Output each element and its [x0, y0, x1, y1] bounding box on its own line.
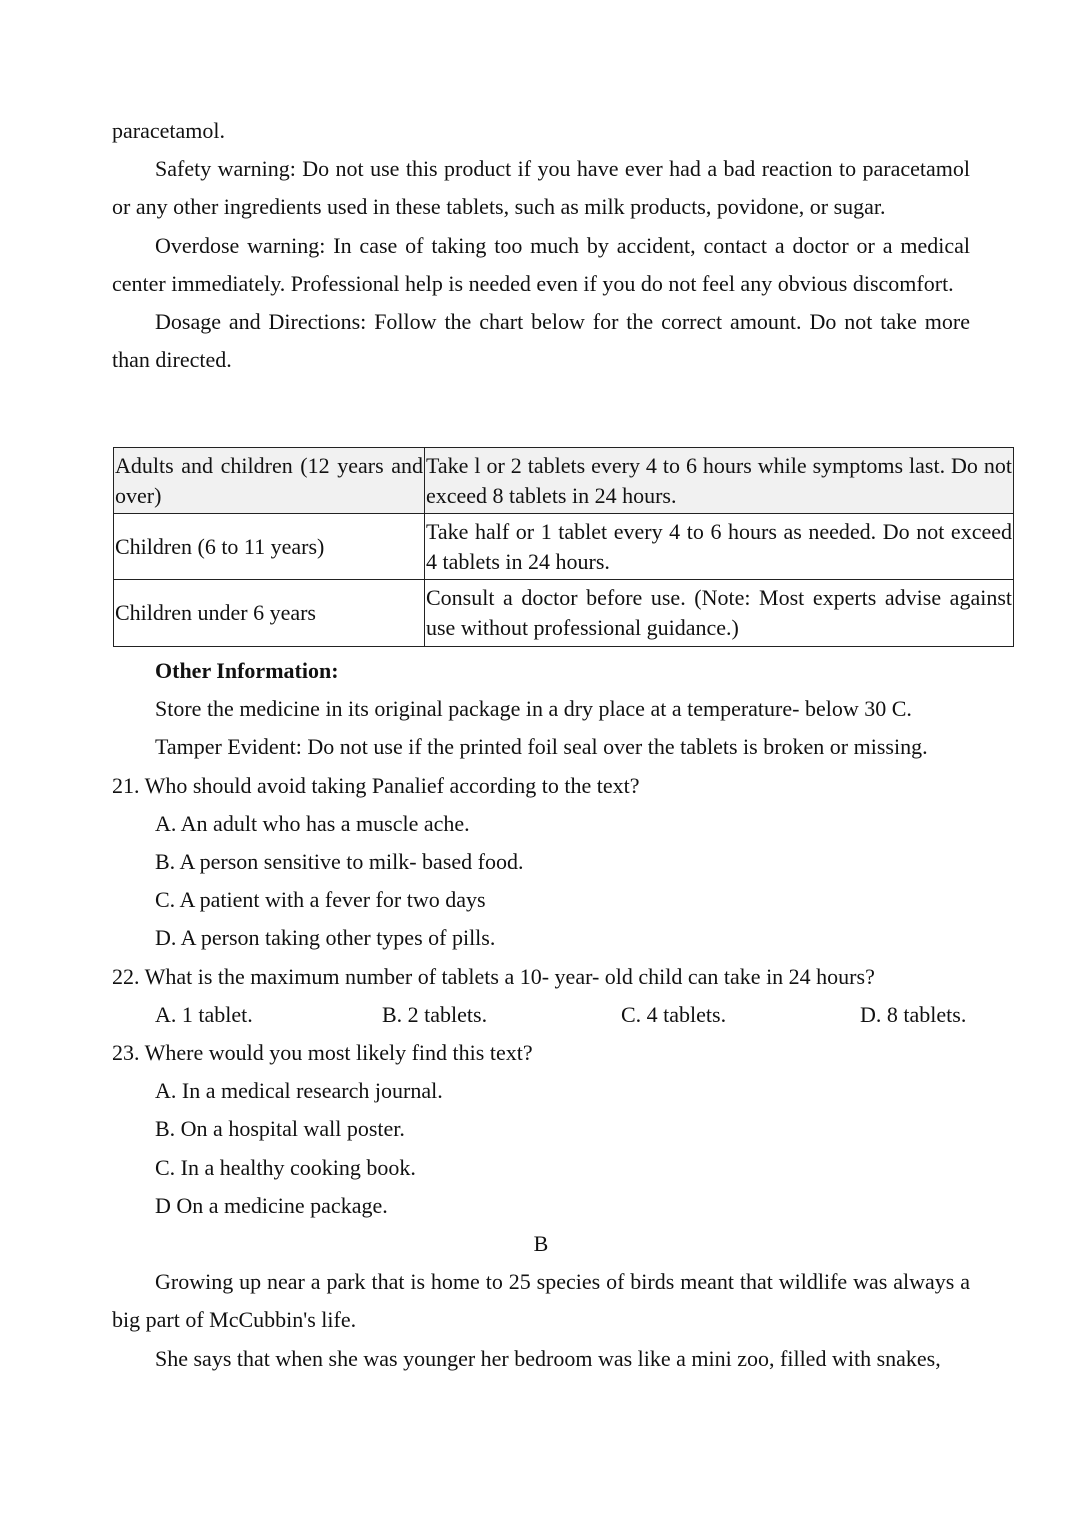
passage-a-top: [112, 112, 970, 379]
section-b-heading: B: [533, 1231, 549, 1257]
option-c: C. A patient with a fever for two days: [155, 887, 486, 913]
option-d: D. 8 tablets.: [860, 1001, 967, 1027]
dosage-table: [113, 447, 1014, 647]
option-d: D. A person taking other types of pills.: [155, 925, 496, 951]
overdose-warning: Overdose warning: In case of taking too much by accident, contact a doctor or a medical center immediately. Professional help is needed even if you do not feel any obvious discomfort.: [112, 232, 970, 296]
intro-fragment: paracetamol.: [112, 118, 225, 143]
table-row: [114, 448, 1014, 514]
table-row: [114, 580, 1014, 647]
option-c: C. 4 tablets.: [621, 1001, 727, 1027]
table-row: [114, 514, 1014, 580]
question-21: [112, 767, 970, 958]
other-info-heading: Other Information:: [155, 658, 339, 683]
instruction-cell: Consult a doctor before use. (Note: Most experts advise against use without professional guidance.): [425, 580, 1014, 647]
section-b-paragraph-2: She says that when she was younger her bedroom was like a mini zoo, filled with snakes,: [155, 1345, 941, 1371]
section-b-paragraph-1: Growing up near a park that is home to 25 species of birds meant that wildlife was always a big part of McCubbin's life.: [112, 1269, 970, 1333]
option-a: A. 1 tablet.: [155, 1001, 253, 1027]
instruction-cell: Take half or 1 tablet every 4 to 6 hours as needed. Do not exceed 4 tablets in 24 hours.: [425, 514, 1014, 580]
age-group-cell: Children (6 to 11 years): [114, 514, 425, 580]
option-a: A. An adult who has a muscle ache.: [155, 810, 470, 836]
question-22: [112, 958, 970, 1034]
options-row: [112, 996, 970, 1034]
option-b: B. On a hospital wall poster.: [155, 1116, 405, 1142]
safety-warning: Safety warning: Do not use this product if you have ever had a bad reaction to paracetamol or any other ingredients used in these tablets, such as milk products, povidone, or sugar.: [112, 156, 970, 220]
question-23: [112, 1034, 970, 1225]
option-b: B. A person sensitive to milk- based food.: [155, 849, 524, 875]
option-b: B. 2 tablets.: [382, 1001, 488, 1027]
option-d: D On a medicine package.: [155, 1192, 388, 1218]
passage-a-bottom: [112, 652, 970, 1378]
age-group-cell: Adults and children (12 years and over): [114, 448, 425, 514]
storage-text: Store the medicine in its original package in a dry place at a temperature- below 30 C.: [155, 696, 912, 722]
tamper-text: Tamper Evident: Do not use if the printed foil seal over the tablets is broken or missing.: [155, 734, 928, 760]
age-group-cell: Children under 6 years: [114, 580, 425, 647]
question-stem: 21. Who should avoid taking Panalief according to the text?: [112, 772, 640, 798]
option-a: A. In a medical research journal.: [155, 1078, 443, 1104]
instruction-cell: Take l or 2 tablets every 4 to 6 hours while symptoms last. Do not exceed 8 tablets in 24 hours.: [425, 448, 1014, 514]
question-stem: 23. Where would you most likely find this text?: [112, 1040, 533, 1066]
question-stem: 22. What is the maximum number of tablets a 10- year- old child can take in 24 hours?: [112, 963, 875, 989]
option-c: C. In a healthy cooking book.: [155, 1154, 416, 1180]
dosage-intro: Dosage and Directions: Follow the chart below for the correct amount. Do not take more than directed.: [112, 309, 970, 373]
